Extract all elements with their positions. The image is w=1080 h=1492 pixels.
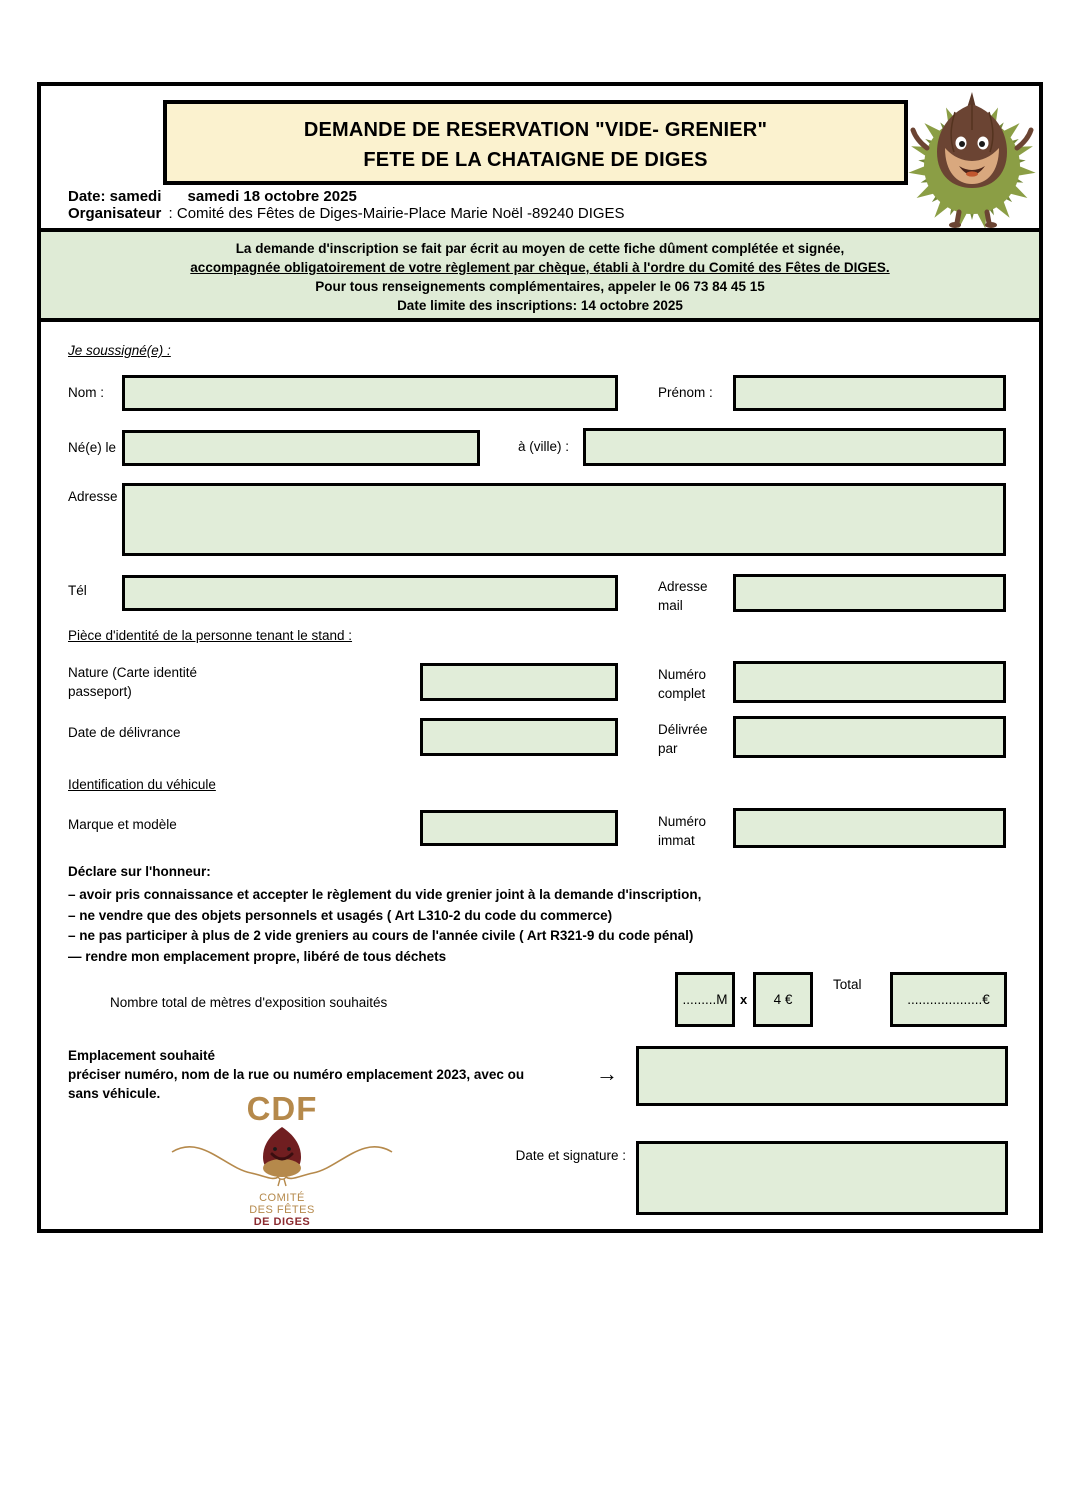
nature-label [68, 663, 197, 701]
mail-label-line1: Adresse [658, 579, 708, 594]
mail-field[interactable] [733, 574, 1006, 612]
numero-complet-label [658, 665, 706, 703]
signature-label: Date et signature : [515, 1148, 626, 1163]
times-label: x [740, 992, 748, 1007]
numero-complet-field[interactable] [733, 661, 1006, 703]
numero-label-line2: complet [658, 686, 706, 701]
marque-label: Marque et modèle [68, 817, 177, 832]
nom-field[interactable] [122, 375, 618, 411]
title-line2: FETE DE LA CHATAIGNE DE DIGES [363, 149, 708, 171]
numero-immat-label [658, 812, 706, 850]
delivree-par-field[interactable] [733, 716, 1006, 758]
ville-field[interactable] [583, 428, 1006, 466]
marque-field[interactable] [420, 810, 618, 846]
date-label: Date: samedi [68, 188, 162, 205]
emplacement-line2: préciser numéro, nom de la rue ou numéro emplacement 2023, avec ou [68, 1067, 525, 1082]
date-value: samedi 18 octobre 2025 [187, 188, 357, 205]
immat-label-line1: Numéro [658, 814, 707, 829]
unit-price-box [753, 972, 813, 1027]
logo-org-line2: DES FÊTES [249, 1204, 315, 1216]
vehicle-heading: Identification du véhicule [68, 777, 216, 792]
numero-label-line1: Numéro [658, 667, 707, 682]
meters-label: Nombre total de mètres d'exposition souhaités [110, 995, 388, 1010]
intro-label: Je soussigné(e) : [68, 343, 171, 358]
delivree-label-line1: Délivrée [658, 722, 708, 737]
chestnut-mascot-icon [905, 86, 1039, 228]
adresse-label: Adresse [68, 489, 118, 504]
form-frame [37, 82, 1043, 1233]
unit-price-value: 4 € [773, 992, 793, 1007]
prenom-field[interactable] [733, 375, 1006, 411]
declaration-heading: Déclare sur l'honneur: [68, 864, 211, 879]
nom-label: Nom : [68, 385, 105, 400]
notice-line3: Pour tous renseignements complémentaires, appeler le 06 73 84 45 15 [315, 279, 765, 294]
numero-immat-field[interactable] [733, 808, 1006, 848]
ville-label: à (ville) : [518, 439, 570, 454]
mail-label-line2: mail [658, 598, 683, 613]
title-box [163, 100, 908, 185]
notice-line2: accompagnée obligatoirement de votre règlement par chèque, établi à l'ordre du Comité des Fêtes de DIGES. [190, 260, 890, 275]
id-piece-heading: Pièce d'identité de la personne tenant le stand : [68, 628, 353, 643]
tel-field[interactable] [122, 575, 618, 611]
declaration-item: — rendre mon emplacement propre, libéré de tous déchets [68, 948, 447, 964]
ne-le-field[interactable] [122, 430, 480, 466]
emplacement-line3: sans véhicule. [68, 1086, 161, 1101]
total-placeholder: ....................€ [907, 992, 990, 1007]
notice-line4: Date limite des inscriptions: 14 octobre 2025 [397, 298, 683, 313]
signature-field[interactable] [636, 1141, 1008, 1215]
cdf-logo-text: CDF [246, 1090, 318, 1127]
date-delivrance-field[interactable] [420, 718, 618, 756]
emplacement-line1: Emplacement souhaité [68, 1048, 216, 1063]
logo-org-line1: COMITÉ [259, 1192, 305, 1204]
organizer-value: : Comité des Fêtes de Diges-Mairie-Place Marie Noël -89240 DIGES [168, 205, 625, 222]
delivree-label-line2: par [658, 741, 678, 756]
cdf-chestnut-logo [169, 1092, 395, 1238]
right-arrow-icon: → [596, 1061, 618, 1086]
prenom-label: Prénom : [658, 385, 713, 400]
notice-line1: La demande d'inscription se fait par écrit au moyen de cette fiche dûment complétée et signée, [235, 241, 845, 256]
title-line1: DEMANDE DE RESERVATION "VIDE- GRENIER" [303, 119, 768, 141]
declaration-item: – ne pas participer à plus de 2 vide greniers au cours de l'année civile ( Art R321-9 du code pénal) [68, 928, 694, 943]
date-line [68, 188, 357, 205]
nature-label-line2: passeport) [68, 684, 132, 699]
total-label: Total [833, 977, 862, 992]
mail-label [658, 577, 708, 615]
date-delivrance-label: Date de délivrance [68, 725, 181, 740]
declaration-items [68, 885, 1008, 967]
total-box[interactable] [890, 972, 1007, 1027]
emplacement-field[interactable] [636, 1046, 1008, 1106]
cdf-logo-icon [169, 1126, 395, 1192]
notice-band [41, 228, 1039, 322]
tel-label: Tél [68, 583, 87, 598]
declaration-item: – ne vendre que des objets personnels et usagés ( Art L310-2 du code du commerce) [68, 907, 613, 923]
meters-box[interactable] [675, 972, 735, 1027]
delivree-par-label [658, 720, 708, 758]
ne-le-label: Né(e) le [68, 440, 117, 455]
organizer-line [68, 205, 625, 222]
logo-org-line3: DE DIGES [253, 1216, 311, 1228]
declaration-item: – avoir pris connaissance et accepter le règlement du vide grenier joint à la demande d'inscription, [68, 887, 702, 902]
nature-field[interactable] [420, 663, 618, 701]
immat-label-line2: immat [658, 833, 695, 848]
nature-label-line1: Nature (Carte identité [68, 665, 198, 680]
organizer-label: Organisateur [68, 205, 162, 222]
adresse-field[interactable] [122, 483, 1006, 556]
meters-placeholder: .........M [682, 992, 728, 1007]
